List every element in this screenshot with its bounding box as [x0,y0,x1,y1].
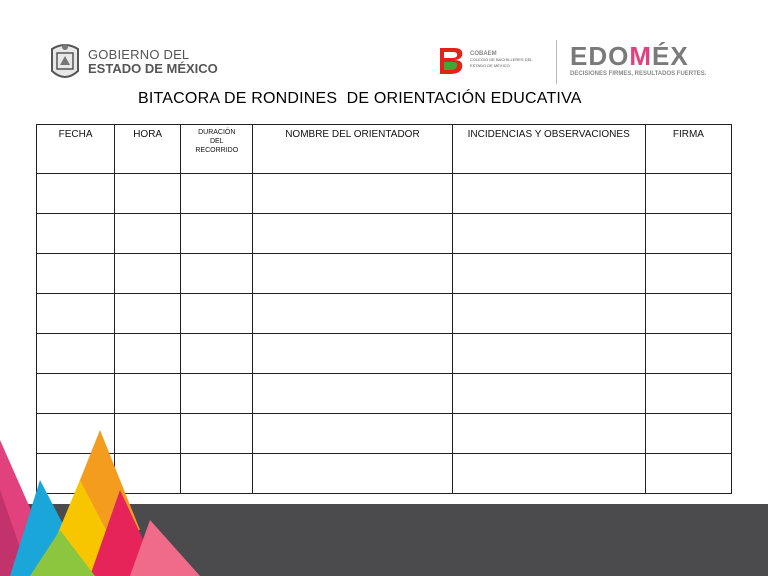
table-cell[interactable] [115,294,181,334]
cobaem-sub1: COLEGIO DE BACHILLERES DEL [470,57,533,62]
decorative-triangles [0,420,200,576]
table-cell[interactable] [253,294,452,334]
table-cell[interactable] [253,214,452,254]
header-duracion-line3: RECORRIDO [195,147,239,154]
table-row [37,294,732,334]
table-cell[interactable] [181,214,253,254]
table-cell[interactable] [253,454,452,494]
header-fecha: FECHA [37,125,115,174]
gobierno-line1: GOBIERNO DEL [88,47,190,62]
table-cell[interactable] [181,374,253,414]
table-cell[interactable] [645,374,731,414]
cobaem-logo [436,44,532,76]
table-row [37,174,732,214]
table-cell[interactable] [645,214,731,254]
table-cell[interactable] [181,334,253,374]
coat-of-arms-icon [48,41,82,83]
edomex-tagline: DECISIONES FIRMES, RESULTADOS FUERTES. [570,71,707,77]
table-cell[interactable] [115,214,181,254]
table-cell[interactable] [37,254,115,294]
table-cell[interactable] [115,174,181,214]
table-cell[interactable] [37,334,115,374]
header-firma: FIRMA [645,125,731,174]
table-cell[interactable] [181,174,253,214]
edomex-post: ÉX [652,41,689,71]
header-duracion-line1: DURACIÓN [198,129,236,136]
table-row [37,334,732,374]
cobaem-name: COBAEM [470,51,497,57]
table-cell[interactable] [645,254,731,294]
table-cell[interactable] [645,454,731,494]
table-cell[interactable] [37,174,115,214]
light-pink-triangle [130,520,200,576]
table-cell[interactable] [452,174,645,214]
gobierno-logo [48,40,218,84]
table-cell[interactable] [452,334,645,374]
table-cell[interactable] [452,374,645,414]
table-cell[interactable] [37,214,115,254]
edomex-logo [570,42,706,77]
table-header-row [37,125,732,174]
gobierno-line2: ESTADO DE MÉXICO [88,61,218,76]
table-cell[interactable] [253,174,452,214]
table-row [37,374,732,414]
table-row [37,214,732,254]
table-cell[interactable] [115,254,181,294]
header-duracion-line2: DEL [209,138,224,145]
table-cell[interactable] [452,454,645,494]
table-cell[interactable] [452,414,645,454]
table-cell[interactable] [452,294,645,334]
table-cell[interactable] [645,334,731,374]
table-cell[interactable] [115,334,181,374]
table-cell[interactable] [452,214,645,254]
document-title: BITACORA DE RONDINES DE ORIENTACIÓN EDUCATIVA [138,90,582,107]
table-row [37,254,732,294]
table-cell[interactable] [37,374,115,414]
header-divider [556,40,557,84]
cobaem-emblem-icon [436,44,466,76]
table-cell[interactable] [37,294,115,334]
table-cell[interactable] [645,294,731,334]
edomex-pre: EDO [570,41,630,71]
table-cell[interactable] [253,254,452,294]
table-cell[interactable] [253,334,452,374]
table-cell[interactable] [452,254,645,294]
edomex-accent: M [629,41,653,71]
table-cell[interactable] [115,374,181,414]
table-cell[interactable] [253,414,452,454]
table-cell[interactable] [181,254,253,294]
edomex-wordmark [570,42,706,70]
table-cell[interactable] [645,174,731,214]
header-incidencias: INCIDENCIAS Y OBSERVACIONES [452,125,645,174]
cobaem-sub2: ESTADO DE MÉXICO [470,63,510,68]
header-nombre: NOMBRE DEL ORIENTADOR [253,125,452,174]
table-cell[interactable] [181,294,253,334]
header-duracion [181,125,253,174]
header-hora: HORA [115,125,181,174]
table-cell[interactable] [253,374,452,414]
table-cell[interactable] [645,414,731,454]
